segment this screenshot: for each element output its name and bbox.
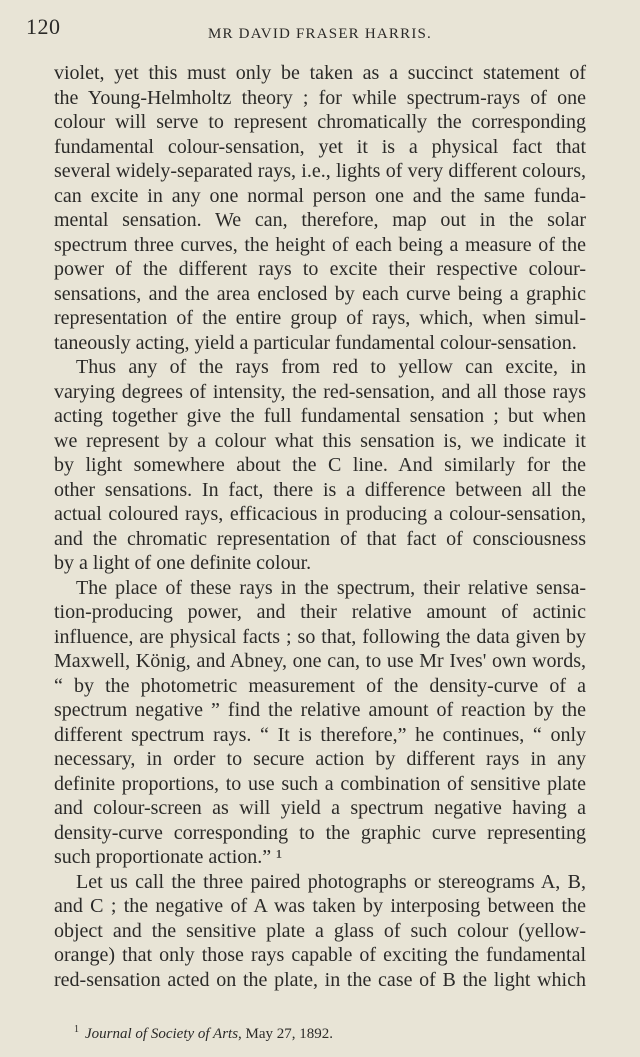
text-line: several widely-separated rays, i.e., lights of very different colours, xyxy=(54,160,586,182)
text-line: can excite in any one normal person one and the same funda- xyxy=(54,184,586,207)
footnote-journal: Journal of Society of Arts xyxy=(85,1026,239,1042)
text-line: definite proportions, to use such a combination of sensitive plate xyxy=(54,772,586,795)
text-line: and the chromatic representation of that fact of consciousness xyxy=(54,527,586,550)
page-header xyxy=(0,14,640,44)
body-text xyxy=(54,61,586,992)
footnote-date: , May 27, 1892. xyxy=(238,1026,334,1042)
text-line: sensations, and the area enclosed by each curve being a graphic xyxy=(54,282,586,305)
footnote-marker: 1 xyxy=(74,1024,79,1035)
text-line: such proportionate action.” ¹ xyxy=(54,846,283,868)
text-line: spectrum negative ” find the relative amount of reaction by the xyxy=(54,699,586,721)
text-line: spectrum three curves, the height of each being a measure of the xyxy=(54,233,586,256)
text-line: power of the different rays to excite their respective colour- xyxy=(54,258,586,280)
text-line: and colour-screen as will yield a spectrum negative having a xyxy=(54,797,586,819)
text-line: Let us call the three paired photographs or stereograms A, B, xyxy=(76,870,586,893)
text-line: actual coloured rays, efficacious in producing a colour-sensation, xyxy=(54,503,586,525)
running-head: MR DAVID FRASER HARRIS. xyxy=(207,26,433,42)
text-line: red-sensation acted on the plate, in the case of B the light which xyxy=(54,968,586,991)
text-line: we represent by a colour what this sensation is, we indicate it xyxy=(54,429,586,452)
text-line: colour will serve to represent chromatically the corresponding xyxy=(54,111,586,133)
text-line: acting together give the full fundamental sensation ; but when xyxy=(54,405,586,427)
text-line: by light somewhere about the C line. And similarly for the xyxy=(54,454,586,476)
text-line: violet, yet this must only be taken as a succinct statement of xyxy=(54,62,586,84)
text-line: varying degrees of intensity, the red-sensation, and all those rays xyxy=(54,380,586,403)
text-line: by a light of one definite colour. xyxy=(54,552,312,574)
page-number: 120 xyxy=(26,14,61,39)
text-line: other sensations. In fact, there is a difference between all the xyxy=(54,478,586,501)
text-line: the Young-Helmholtz theory ; for while spectrum-rays of one xyxy=(54,86,586,109)
text-line: The place of these rays in the spectrum, their relative sensa- xyxy=(76,576,586,599)
text-line: orange) that only those rays capable of exciting the fundamental xyxy=(54,944,586,966)
text-line: Maxwell, König, and Abney, one can, to use Mr Ives' own words, xyxy=(54,650,586,672)
text-line: representation of the entire group of rays, which, when simul- xyxy=(54,307,586,329)
text-line: density-curve corresponding to the graphic curve representing xyxy=(54,821,586,844)
text-line: mental sensation. We can, therefore, map out in the solar xyxy=(54,209,586,231)
text-line: taneously acting, yield a particular fundamental colour-sensation. xyxy=(54,331,577,354)
text-line: influence, are physical facts ; so that, following the data given by xyxy=(54,625,586,648)
text-line: fundamental colour-sensation, yet it is a physical fact that xyxy=(54,135,586,158)
text-line: necessary, in order to secure action by different rays in any xyxy=(54,748,586,770)
text-line: tion-producing power, and their relative amount of actinic xyxy=(54,601,586,623)
text-line: object and the sensitive plate a glass of such colour (yellow- xyxy=(54,919,586,942)
footnote xyxy=(74,1024,333,1043)
text-line: and C ; the negative of A was taken by interposing between the xyxy=(54,895,586,917)
text-line: different spectrum rays. “ It is therefore,” he continues, “ only xyxy=(54,723,586,746)
text-line: Thus any of the rays from red to yellow can excite, in xyxy=(76,356,586,378)
text-line: “ by the photometric measurement of the density-curve of a xyxy=(54,674,586,697)
